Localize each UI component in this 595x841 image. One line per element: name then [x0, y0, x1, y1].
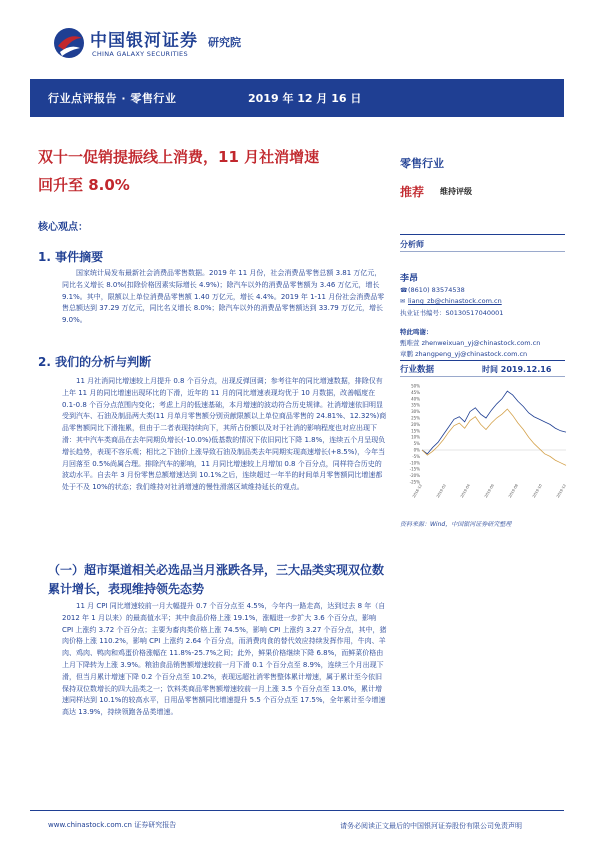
contact-line: 甄唯萱 zhenweixuan_yj@chinastock.com.cn — [400, 339, 541, 347]
x-tick-label: 2019-04 — [459, 483, 471, 499]
y-tick-label: -5% — [412, 453, 420, 459]
analysis-paragraph: 11 月社消同比增速较上月提升 0.8 个百分点，出现反弹回调；参考往年的同比增速数据，排除仅有上年 11 月的同比增速出现环比的下滑，近年的 11 月的同比增速表现均优于 10 月数据，改善幅度在 0.1-0.8 个百分点范围内变化；考虑上月的低速基础，本月增速的波动符合历史规律。社消增速依旧明显受到汽车、石油及制品两大类(11 月单月零售额分别贡献限额以上单位商品零售的 24.81%、12.32%)商品零售额同比下滑拖累，但由于二者表现持续向下，其所占份额以及对于社消的影响程度也对应出现下滑：其中汽车类商品在去年同期负增长(-10.0%)低基数的情况下依旧同比下降 1.8%，连续五个月呈现负增长趋势，表现不容乐观；相比之下油价上涨导致石油及制品类去年同期实现高速增长(+8.5%)，今年当月回落至 0.5%尚属合理。排除汽车的影响，11 月同比增速较上月增加 0.8 个百分点，同样符合历史的波动水平。自去年 3 月份零售总额增速达到 10.1%之后，连续超过一年半的时间单月零售额同比增速都处于不及 10%的状态；我们维持对社消增速的慢性滑落区域维持延长的观点。 — [62, 377, 387, 492]
report-title — [38, 143, 383, 199]
y-tick-label: 10% — [411, 434, 420, 440]
y-tick-label: -20% — [409, 473, 420, 479]
core-view-label: 核心观点： — [38, 222, 88, 233]
report-title-line: 回升至 8.0% — [38, 176, 130, 194]
chart-source: 资料来源：Wind，中国银河证券研究整理 — [400, 521, 512, 528]
x-tick-label: 2019-08 — [507, 483, 519, 499]
institute-label: 研究院 — [208, 36, 241, 49]
x-tick-label: 2019-02 — [435, 483, 447, 499]
x-tick-label: 2018-12 — [411, 483, 423, 499]
analyst-email-row — [400, 297, 502, 305]
analyst-phone: (8610) 83574538 — [408, 286, 465, 294]
summary-paragraph: 国家统计局发布最新社会消费品零售数据。2019 年 11 月份，社会消费品零售总额 3.81 万亿元，同比名义增长 8.0%(扣除价格因素实际增长 4.9%)；除汽车以外的消费品零售额为 3.46 万亿元，增长 9.1%。其中，限额以上单位消费品零售额 1.40 万亿元，增长 4.4%。2019 年 1-11 月份社会消费品零售总额达到 37.29 万亿元，同比名义增长 8.0%；除汽车以外的消费品零售额达到 33.79 万亿元，增长 9.0%。 — [62, 269, 385, 325]
subsection-paragraph: 11 月 CPI 同比增速较前一月大幅提升 0.7 个百分点至 4.5%，今年内一路走高，达到过去 8 年（自 2012 年 1 月以来）的最高值水平；其中食品价格上涨 19.1%，涨幅进一步扩大 3.6 个百分点，影响 CPI 上涨约 3.72 个百分点；主要为畜肉类价格上涨 74.5%，影响 CPI 上涨约 3.27 个百分点，其中，猪肉价格上涨 110.2%，影响 CPI 上涨约 2.64 个百分点，而消费肉食的替代效应持续发挥作用，牛肉、羊肉、鸡肉、鸭肉和鸡蛋价格涨幅在 11.8%-25.7%之间；此外，鲜果价格继续下降 6.8%，而鲜菜价格由上月下降转为上涨 3.9%。粮油食品销售额增速较前一月下滑 0.1 个百分点至 8.9%，连续三个月出现下滑，但当月累计增速下降 0.2 个百分点至 10.2%，表现远超社消零售整体累计增速，属于累计至今依旧保持双位数增长的四大品类之一；饮料类商品零售额增速较前一月上涨 3.5 个百分点至 13.0%，累计增速同样达到 10.1%的较高水平，日用品零售额同比增速提升 5.5 个百分点至 17.5%，全年累计至今增速高达 13.9%，持续领跑各品类增速。 — [62, 602, 387, 717]
market-data-time: 时间 2019.12.16 — [482, 365, 552, 374]
y-tick-label: 20% — [411, 421, 420, 427]
sidebar-divider — [400, 360, 565, 361]
y-tick-label: 15% — [411, 428, 420, 434]
y-tick-label: 5% — [413, 441, 420, 447]
report-type: 行业点评报告 · 零售行业 — [48, 92, 177, 105]
sidebar-divider — [400, 251, 565, 252]
sidebar-divider — [400, 234, 565, 235]
sidebar-rating: 推荐 — [400, 185, 425, 199]
industry-line-chart — [400, 382, 570, 502]
x-tick-label: 2019-06 — [483, 483, 495, 499]
x-tick-label: 2019-10 — [531, 483, 543, 499]
x-tick-label: 2019-12 — [555, 483, 567, 499]
y-tick-label: -15% — [409, 466, 420, 472]
y-tick-label: -25% — [409, 479, 420, 485]
report-title-line: 双十一促销提振线上消费，11 月社消增速 — [38, 148, 320, 166]
y-tick-label: 35% — [411, 402, 420, 408]
logo-english-name: CHINA GALAXY SECURITIES — [92, 50, 188, 58]
analyst-heading: 分析师 — [400, 240, 424, 249]
y-tick-label: 30% — [411, 409, 420, 415]
y-tick-label: 45% — [411, 389, 420, 395]
series-line — [422, 409, 566, 465]
footer-website[interactable]: www.chinastock.com.cn 证券研究报告 — [48, 821, 177, 829]
market-data-heading: 行业数据 — [400, 365, 435, 375]
analyst-phone-row — [400, 286, 465, 294]
y-tick-label: 50% — [411, 383, 420, 389]
analyst-license: 执业证书编号：S0130517040001 — [400, 309, 504, 317]
contacts-heading: 特此鸣谢： — [400, 328, 433, 336]
y-tick-label: 0% — [413, 447, 420, 453]
y-tick-label: -10% — [409, 460, 420, 466]
y-tick-label: 40% — [411, 396, 420, 402]
subsection-heading: （一）超市渠道相关必选品当月涨跌各异，三大品类实现双位数累计增长，表现维持领先态势 — [48, 563, 385, 596]
phone-icon: ☎ — [400, 287, 408, 294]
footer-divider — [30, 810, 564, 811]
section-heading-summary: 1. 事件摘要 — [38, 250, 104, 264]
contact-line: 章鹏 zhangpeng_yj@chinastock.com.cn — [400, 350, 528, 358]
sidebar-rating-note: 维持评级 — [440, 187, 472, 196]
report-date: 2019 年 12 月 16 日 — [248, 92, 362, 105]
footer-disclaimer: 请务必阅读正文最后的中国银河证券股份有限公司免责声明 — [340, 822, 522, 830]
analyst-email[interactable]: liang_zb@chinastock.com.cn — [408, 297, 502, 305]
series-line — [422, 391, 566, 454]
section-heading-analysis: 2. 我们的分析与判断 — [38, 355, 152, 369]
analyst-name: 李昂 — [400, 274, 419, 284]
email-icon: ✉ — [400, 298, 406, 305]
logo-chinese-name: 中国银河证券 — [90, 31, 198, 51]
sidebar-divider — [400, 376, 565, 377]
sidebar-industry: 零售行业 — [400, 157, 444, 170]
galaxy-logo-icon — [52, 26, 86, 60]
y-tick-label: 25% — [411, 415, 420, 421]
